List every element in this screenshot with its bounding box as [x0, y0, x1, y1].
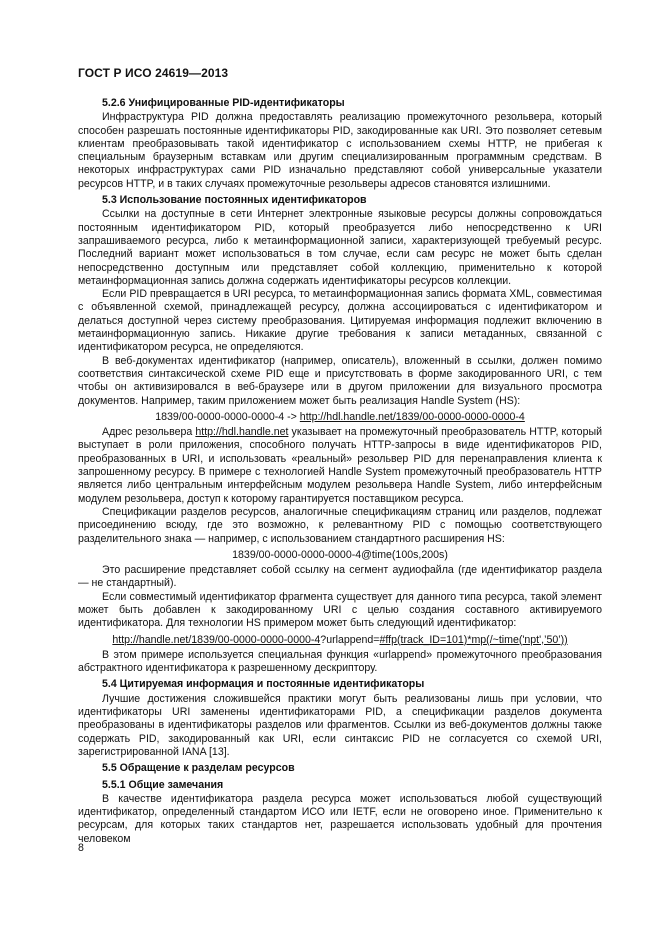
- example-handle-id: 1839/00-0000-0000-0000-4 ->: [155, 410, 300, 423]
- paragraph: Если совместимый идентификатор фрагмента существует для данного типа ресурса, такой элемент может быть добавлен к закодированному URI с целью создания составного активируемого идентификатора. Для технологии HS примером может быть следующий идентификатор:: [78, 590, 602, 630]
- paragraph: Лучшие достижения сложившейся практики могут быть реализованы лишь при условии, что идентификаторы URI заменены идентификаторами PID, а спецификации разделов документа преобразованы в идентификаторы разделов или фрагментов. Ссылки из веб-документов должны также содержать PID, закодированный как URI, если синтаксис PID не согласуется со схемой URI, зарегистрированной IANA [13].: [78, 692, 602, 758]
- fragment-link[interactable]: #ffp(track_ID=101)*mp(/~time('npt',’50’)): [379, 633, 568, 646]
- resolver-link[interactable]: http://hdl.handle.net: [195, 426, 289, 439]
- paragraph: Инфраструктура PID должна предоставлять реализацию промежуточного резольвера, который способен разрешать постоянные идентификаторы PID, закодированные как URI. Это позволяет сетевым клиентам преобразовывать такой идентификатор с использованием схемы HTTP, не прибегая к специальным браузерным вставкам или другим специализированным программным средствам. В некоторых инфраструктурах сами PID изначально представляют собой универсальные указатели ресурсов HTTP, и в таких случаях промежуточные резольверы адресов становятся излишними.: [78, 111, 602, 190]
- section-heading-5-5: 5.5 Обращение к разделам ресурсов: [102, 762, 295, 775]
- paragraph: Ссылки на доступные в сети Интернет электронные языковые ресурсы должны сопровождаться постоянным идентификатором PID, который преобразуется либо непосредственно к URI запрашиваемого ресурса, либо к метаинформационной записи, характеризующей требуемый ресурс. Последний вариант может использоваться в том случае, если сам ресурс не может быть сделан непосредственно доступным или представляет собой коллекцию, применительно к которой метаинформационная запись должна содержать идентификаторы ресурсов коллекции.: [78, 208, 602, 287]
- document-header: ГОСТ Р ИСО 24619—2013: [78, 66, 229, 80]
- paragraph-text: указывает на промежуточный преобразователь HTTP, который выступает в роли приложения, способного получать HTTP-запросы в виде идентификаторов PID, преобразованных в URI, и использовать «реальный» резольвер PID для перенаправления клиента к запрошенному ресурсу. В примере с технологией Handle System промежуточный преобразователь HTTP является либо центральным интерфейсным модулем резольвера Handle System, либо интерфейсным модулем резольвера, доступ к которому гарантируется поставщиком ресурса.: [78, 426, 603, 505]
- paragraph: В этом примере используется специальная функция «urlappend» промежуточного преобразования абстрактного идентификатора к разрешенному дескриптору.: [78, 648, 602, 675]
- paragraph: [78, 426, 602, 506]
- handle-url-link[interactable]: http://hdl.handle.net/1839/00-0000-0000-0000-4: [299, 410, 525, 423]
- paragraph: Спецификации разделов ресурсов, аналогичные спецификациям страниц или разделов, подлежат присоединению всюду, где это возможно, к релевантному PID с помощью соответствующего разделительного знака — например, с использованием стандартного расширения HS:: [78, 505, 602, 545]
- example-handle-resolution: [78, 411, 602, 424]
- section-heading-5-5-1: 5.5.1 Общие замечания: [102, 778, 224, 791]
- section-heading-5-4: 5.4 Цитируемая информация и постоянные идентификаторы: [102, 678, 425, 691]
- paragraph: Если PID превращается в URI ресурса, то метаинформационная запись формата XML, совместимая с объявленной схемой, принадлежащей ресурсу, должна ассоциироваться с идентификатором и делаться доступной через систему преобразования. Цитируемая информация подлежит включению в метаинформационную запись. Никакие другие требования к записи метаданных, связанной с идентификатором ресурса, не определяются.: [78, 288, 602, 354]
- paragraph: Это расширение представляет собой ссылку на сегмент аудиофайла (где идентификатор раздела — не стандартный).: [78, 564, 602, 590]
- example-urlappend: [78, 634, 602, 647]
- paragraph: В качестве идентификатора раздела ресурса может использоваться любой существующий идентификатор, определенный стандартом ИСО или IETF, если не оговорено иное. Применительно к ресурсам, для которых таких стандартов нет, разрешается использовать удобный для прочтения человеком: [78, 792, 602, 845]
- page-number: 8: [78, 842, 84, 854]
- document-body: [78, 97, 602, 846]
- paragraph-text: Адрес резольвера: [102, 426, 196, 439]
- paragraph: В веб-документах идентификатор (например, описатель), вложенный в ссылки, должен помимо соответствия синтаксической схеме PID еще и присутствовать в форме закодированного URI, с тем чтобы он активизировался в веб-браузере или в другом приложении для визуального просмотра документов. Например, таким приложением может быть реализация Handle System (HS):: [78, 354, 602, 407]
- example-urlappend-text: ?urlappend=: [320, 633, 380, 646]
- section-heading-5-3: 5.3 Использование постоянных идентификаторов: [102, 194, 367, 207]
- example-hs-extension: 1839/00-0000-0000-0000-4@time(100s,200s): [232, 548, 448, 561]
- handle-net-link[interactable]: http://handle.net/1839/00-0000-0000-0000-4: [112, 633, 321, 646]
- section-heading-5-2-6: 5.2.6 Унифицированные PID-идентификаторы: [102, 97, 345, 109]
